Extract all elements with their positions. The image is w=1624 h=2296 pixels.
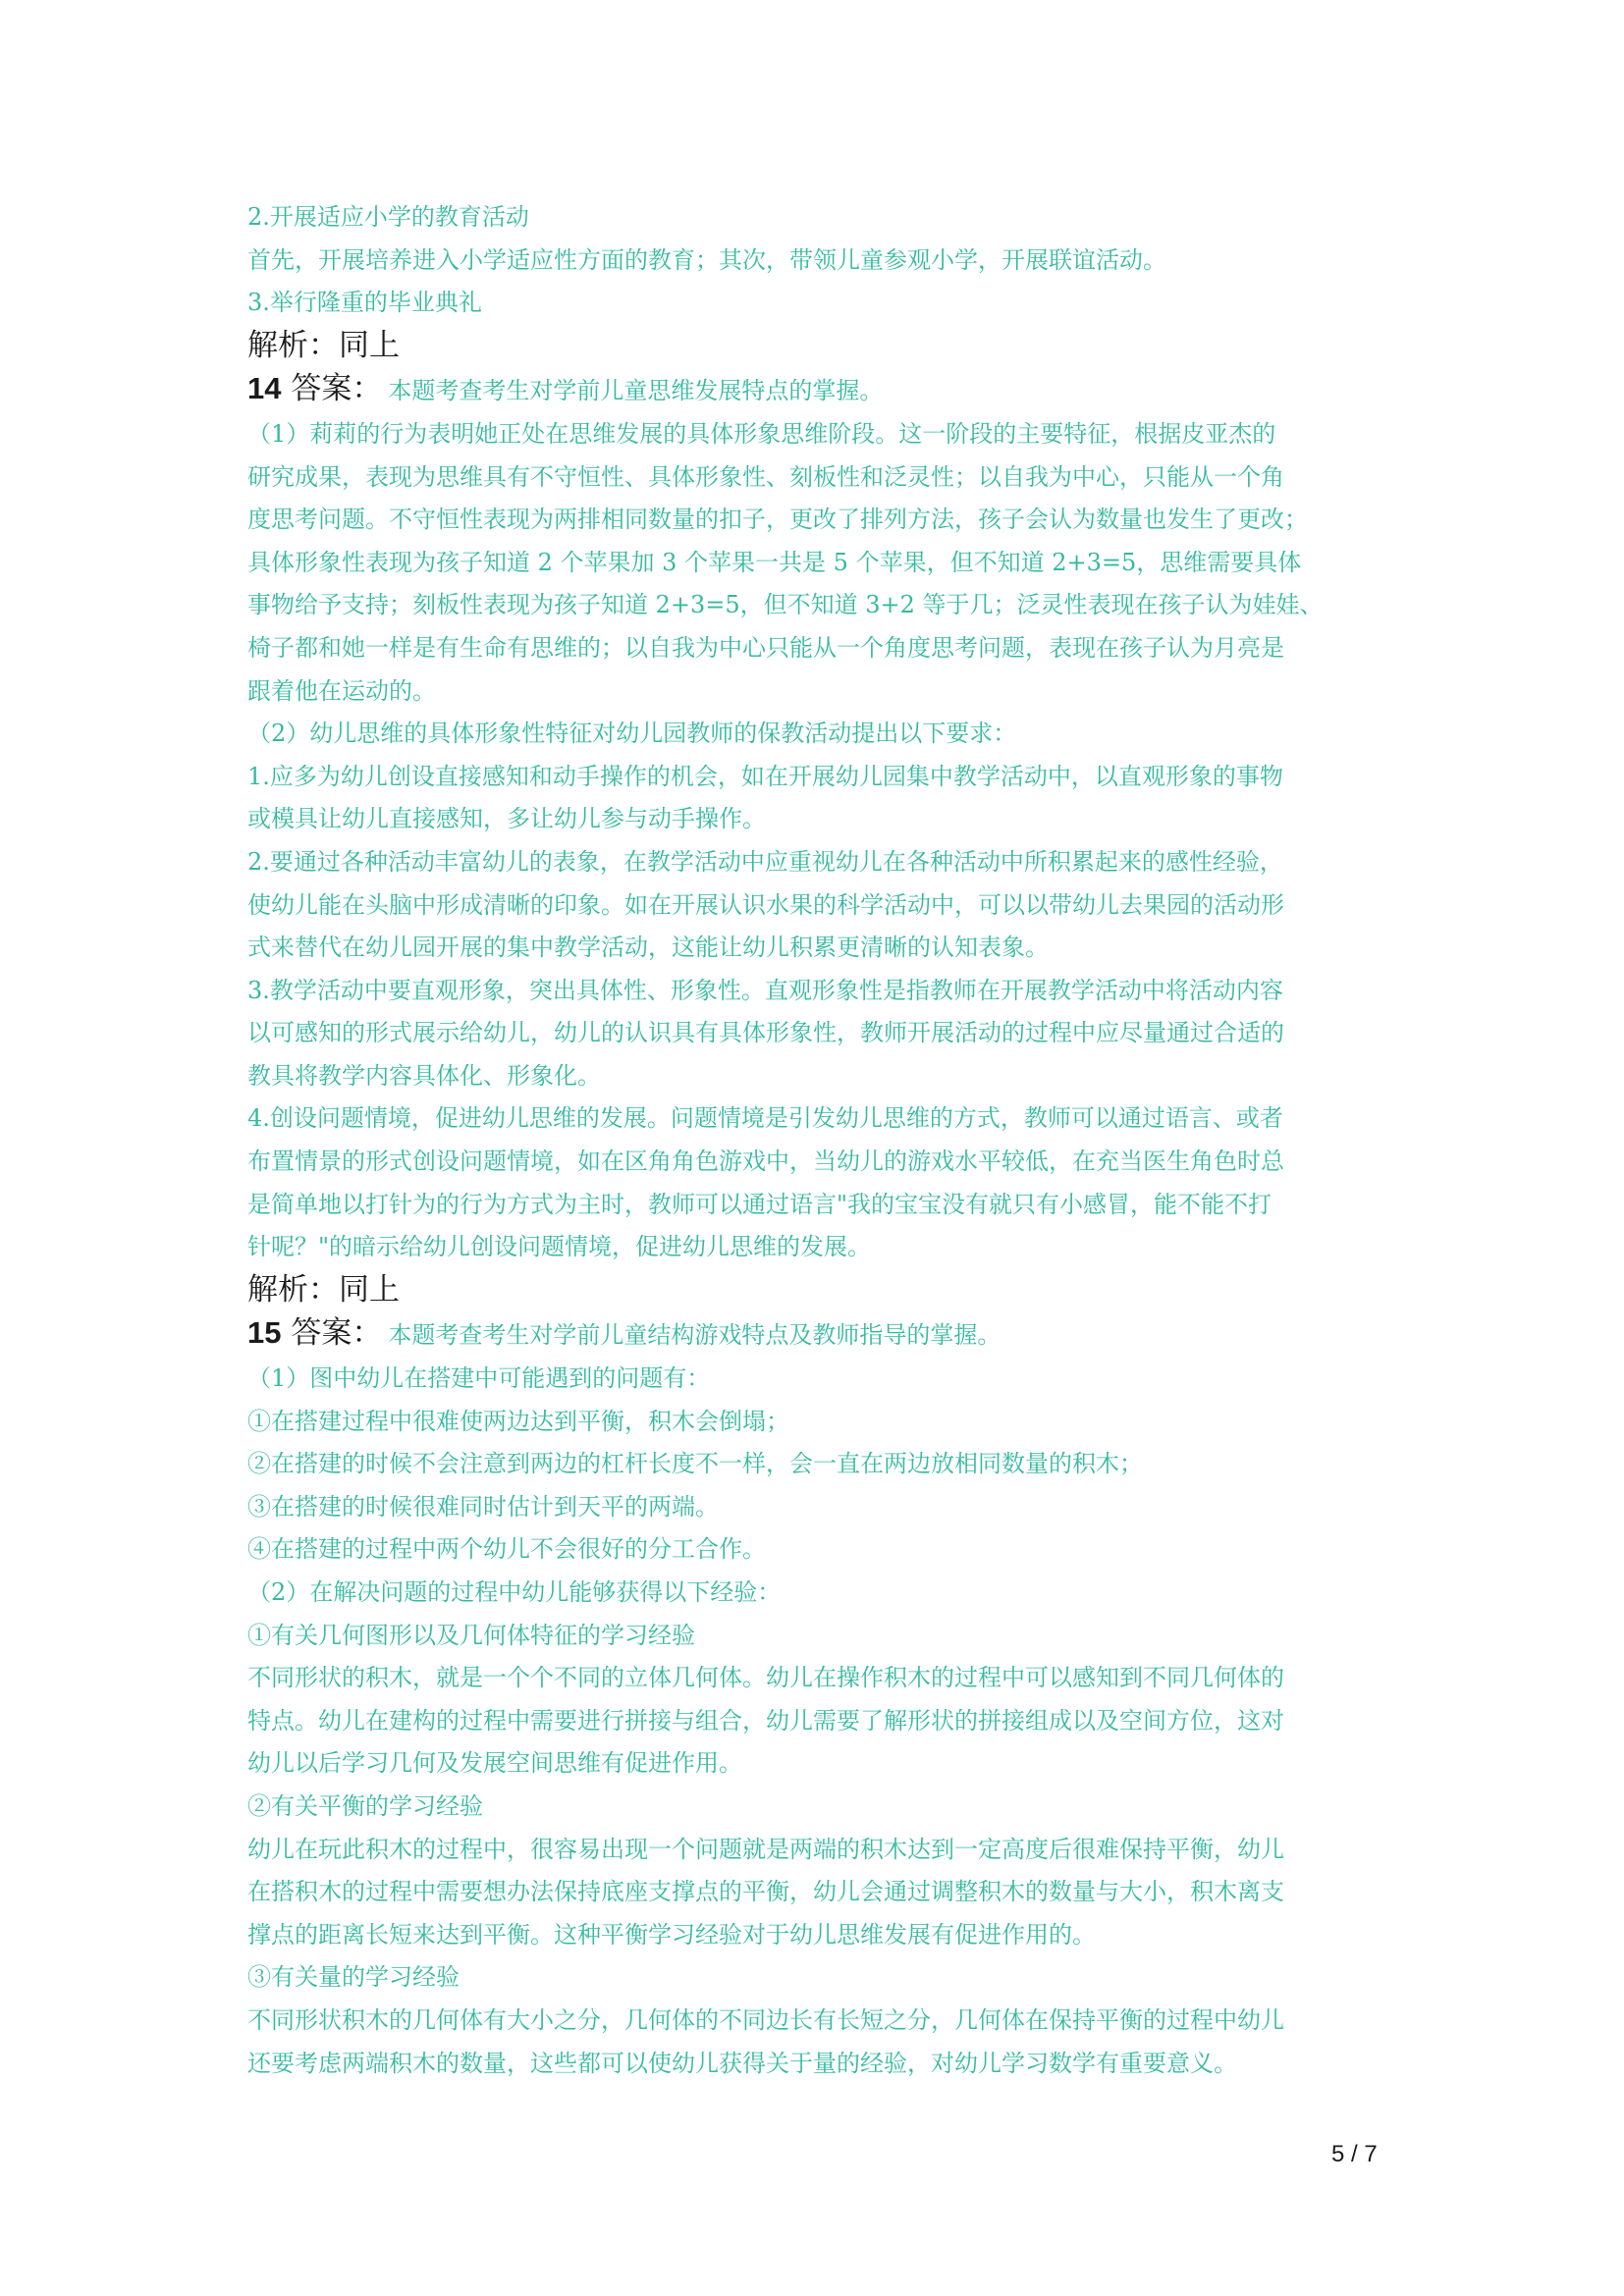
text-line: 1.应多为幼儿创设直接感知和动手操作的机会，如在开展幼儿园集中教学活动中，以直观形象的事物 xyxy=(247,762,1283,790)
answer-label: 答案： xyxy=(291,1315,383,1352)
text-line: 特点。幼儿在建构的过程中需要进行拼接与组合，幼儿需要了解形状的拼接组成以及空间方位，这对 xyxy=(247,1706,1284,1735)
text-line: 是简单地以打针为的行为方式为主时，教师可以通过语言"我的宝宝没有就只有小感冒，能不能不打 xyxy=(247,1190,1272,1218)
text-line: 不同形状积木的几何体有大小之分，几何体的不同边长有长短之分，几何体在保持平衡的过程中幼儿 xyxy=(247,2005,1284,2034)
question-number: 14 xyxy=(247,371,282,406)
text-line: 事物给予支持；刻板性表现为孩子知道 2+3=5，但不知道 3+2 等于几；泛灵性表现在孩子认为娃娃、 xyxy=(247,591,1324,619)
text-line: （2）幼儿思维的具体形象性特征对幼儿园教师的保教活动提出以下要求： xyxy=(247,720,1017,748)
text-line: 针呢？"的暗示给幼儿创设问题情境，促进幼儿思维的发展。 xyxy=(247,1233,872,1261)
answer-intro: 本题考查考生对学前儿童思维发展特点的掌握。 xyxy=(388,377,884,405)
text-line: 椅子都和她一样是有生命有思维的；以自我为中心只能从一个角度思考问题，表现在孩子认为月亮是 xyxy=(247,633,1284,662)
analysis-heading: 解析：同上 xyxy=(247,327,400,363)
text-line: ②在搭建的时候不会注意到两边的杠杆长度不一样，会一直在两边放相同数量的积木； xyxy=(247,1450,1143,1478)
text-line: 在搭积木的过程中需要想办法保持底座支撑点的平衡，幼儿会通过调整积木的数量与大小，积木离支 xyxy=(247,1878,1284,1906)
text-line: 撑点的距离长短来达到平衡。这种平衡学习经验对于幼儿思维发展有促进作用的。 xyxy=(247,1920,1096,1949)
text-line: 研究成果，表现为思维具有不守恒性、具体形象性、刻板性和泛灵性；以自我为中心，只能从一个角 xyxy=(247,462,1284,491)
text-line: 2.要通过各种活动丰富幼儿的表象，在教学活动中应重视幼儿在各种活动中所积累起来的感性经验， xyxy=(247,847,1283,876)
text-line: 幼儿以后学习几何及发展空间思维有促进作用。 xyxy=(247,1749,742,1778)
text-line: 不同形状的积木，就是一个个不同的立体几何体。幼儿在操作积木的过程中可以感知到不同几何体的 xyxy=(247,1664,1284,1692)
text-line: 3.举行隆重的毕业典礼 xyxy=(247,289,482,317)
text-line: ①在搭建过程中很难使两边达到平衡，积木会倒塌； xyxy=(247,1407,789,1435)
answer-heading xyxy=(247,367,1386,413)
answer-heading xyxy=(247,1311,1386,1358)
text-line: 幼儿在玩此积木的过程中，很容易出现一个问题就是两端的积木达到一定高度后很难保持平衡，幼儿 xyxy=(247,1835,1284,1863)
text-line: ②有关平衡的学习经验 xyxy=(247,1791,483,1820)
question-number: 15 xyxy=(247,1315,282,1351)
text-line: 具体形象性表现为孩子知道 2 个苹果加 3 个苹果一共是 5 个苹果，但不知道 2+3=5，思维需要具体 xyxy=(247,548,1302,576)
text-line: 2.开展适应小学的教育活动 xyxy=(247,203,529,231)
text-line: 4.创设问题情境，促进幼儿思维的发展。问题情境是引发幼儿思维的方式，教师可以通过语言、或者 xyxy=(247,1104,1283,1133)
document-page xyxy=(247,196,1386,2085)
answer-intro: 本题考查考生对学前儿童结构游戏特点及教师指导的掌握。 xyxy=(388,1321,1001,1350)
text-line: 度思考问题。不守恒性表现为两排相同数量的扣子，更改了排列方法，孩子会认为数量也发生了更改； xyxy=(247,506,1308,534)
page-number: 5 / 7 xyxy=(1331,2141,1378,2167)
text-line: ①有关几何图形以及几何体特征的学习经验 xyxy=(247,1621,695,1649)
text-line: （1）莉莉的行为表明她正处在思维发展的具体形象思维阶段。这一阶段的主要特征，根据皮亚杰的 xyxy=(247,419,1276,448)
text-line: 布置情景的形式创设问题情境，如在区角角色游戏中，当幼儿的游戏水平较低，在充当医生角色时总 xyxy=(247,1148,1284,1176)
answer-label: 答案： xyxy=(291,371,383,407)
text-line: 3.教学活动中要直观形象，突出具体性、形象性。直观形象性是指教师在开展教学活动中将活动内容 xyxy=(247,976,1283,1004)
text-line: 式来替代在幼儿园开展的集中教学活动，这能让幼儿积累更清晰的认知表象。 xyxy=(247,934,1049,962)
text-line: 使幼儿能在头脑中形成清晰的印象。如在开展认识水果的科学活动中，可以以带幼儿去果园的活动形 xyxy=(247,890,1284,919)
text-line: 首先，开展培养进入小学适应性方面的教育；其次，带领儿童参观小学，开展联谊活动。 xyxy=(247,245,1166,274)
text-line: 跟着他在运动的。 xyxy=(247,676,436,705)
text-line: ④在搭建的过程中两个幼儿不会很好的分工合作。 xyxy=(247,1535,766,1564)
text-line: 或模具让幼儿直接感知，多让幼儿参与动手操作。 xyxy=(247,805,766,833)
text-line: 教具将教学内容具体化、形象化。 xyxy=(247,1061,601,1090)
analysis-heading: 解析：同上 xyxy=(247,1271,400,1308)
text-line: 以可感知的形式展示给幼儿，幼儿的认识具有具体形象性，教师开展活动的过程中应尽量通过合适的 xyxy=(247,1019,1284,1047)
text-line: ③有关量的学习经验 xyxy=(247,1963,460,1992)
text-line: （1）图中幼儿在搭建中可能遇到的问题有： xyxy=(247,1364,711,1393)
text-line: 还要考虑两端积木的数量，这些都可以使幼儿获得关于量的经验，对幼儿学习数学有重要意义。 xyxy=(247,2049,1237,2077)
text-line: ③在搭建的时候很难同时估计到天平的两端。 xyxy=(247,1492,719,1521)
text-line: （2）在解决问题的过程中幼儿能够获得以下经验： xyxy=(247,1578,782,1606)
